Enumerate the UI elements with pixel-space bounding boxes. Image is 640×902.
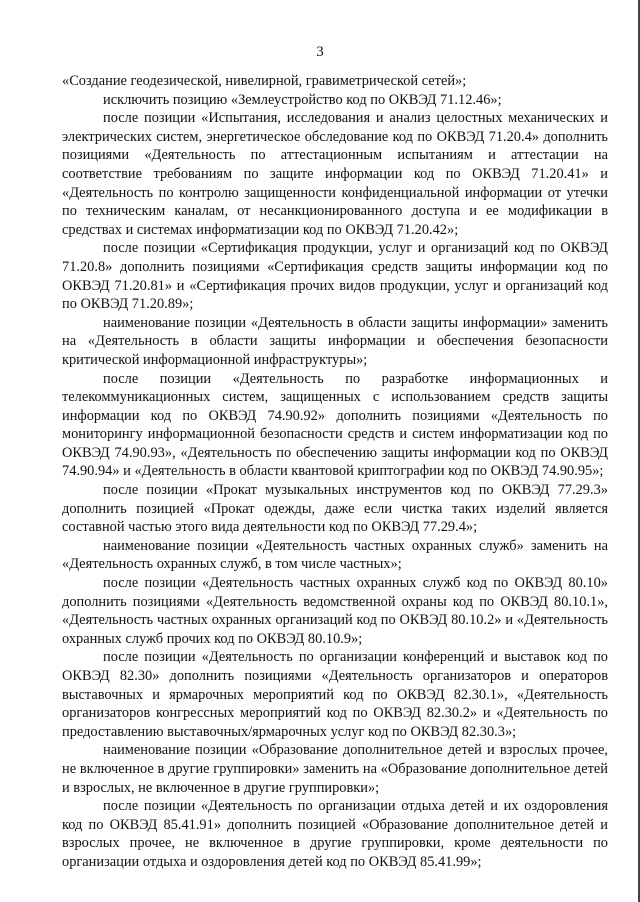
paragraph: после позиции «Прокат музыкальных инструментов код по ОКВЭД 77.29.3» дополнить позицией «Прокат одежды, даже если чистка таких изделий является составной частью этого вида деятельности код по ОКВЭД 77.29.4»; [62,482,608,536]
paragraph: после позиции «Деятельность по организации конференций и выставок код по ОКВЭД 82.30» дополнить позициями «Деятельность организаторов и операторов выставочных и ярмарочных мероприятий код по ОКВЭД 82.30.1», «Деятельность организаторов конгрессных мероприятий код по ОКВЭД 82.30.2» и «Деятельность по предоставлению выставочных/ярмарочных услуг код по ОКВЭД 82.30.3»; [62,649,608,740]
paragraph: наименование позиции «Деятельность в области защиты информации» заменить на «Деятельность в области защиты информации и обеспечения безопасности критической информационной инфраструктуры»; [62,314,608,368]
paragraph: после позиции «Деятельность по организации отдыха детей и их оздоровления код по ОКВЭД 85.41.91» дополнить позицией «Образование дополнительное детей и взрослых прочее, не включенное в другие группировки, кроме деятельности по организации отдыха и оздоровления детей код по ОКВЭД 85.41.99»; [62,798,608,870]
paragraph: после позиции «Деятельность частных охранных служб код по ОКВЭД 80.10» дополнить позициями «Деятельность ведомственной охраны код по ОКВЭД 80.10.1», «Деятельность частных охранных организаций код по ОКВЭД 80.10.2» и «Деятельность охранных служб прочих код по ОКВЭД 80.10.9»; [62,575,608,647]
document-body [62,72,608,872]
paragraph: после позиции «Деятельность по разработке информационных и телекоммуникационных систем, защищенных с использованием средств защиты информации код по ОКВЭД 74.90.92» дополнить позициями «Деятельность по мониторингу информационной безопасности средств и систем информатизации код по ОКВЭД 74.90.93», «Деятельность по обеспечению защиты информации код по ОКВЭД 74.90.94» и «Деятельность в области квантовой криптографии код по ОКВЭД 74.90.95»; [62,370,608,480]
paragraph: после позиции «Сертификация продукции, услуг и организаций код по ОКВЭД 71.20.8» дополнить позициями «Сертификация средств защиты информации код по ОКВЭД 71.20.81» и «Сертификация прочих видов продукции, услуг и организаций код по ОКВЭД 71.20.89»; [62,240,608,313]
paragraph: наименование позиции «Деятельность частных охранных служб» заменить на «Деятельность охранных служб, в том числе частных»; [62,537,608,573]
paragraph: наименование позиции «Образование дополнительное детей и взрослых прочее, не включенное в другие группировки» заменить на «Образование дополнительное детей и взрослых, не включенное в другие группировки»; [62,742,608,796]
paragraph: «Создание геодезической, нивелирной, гравиметрической сетей»; [62,73,467,89]
page-number: 3 [316,44,324,60]
paragraph: исключить позицию «Землеустройство код по ОКВЭД 71.12.46»; [103,91,502,108]
paragraph: после позиции «Испытания, исследования и анализ целостных механических и электрических систем, энергетическое обследование код по ОКВЭД 71.20.4» дополнить позициями «Деятельность по аттестационным испытаниям и аттестации на соответствие требованиям по защите информации код по ОКВЭД 71.20.41» и «Деятельность по контролю защищенности конфиденциальной информации от утечки по техническим каналам, от несанкционированного доступа и ее модификации в средствах и системах информатизации код по ОКВЭД 71.20.42»; [62,110,608,238]
